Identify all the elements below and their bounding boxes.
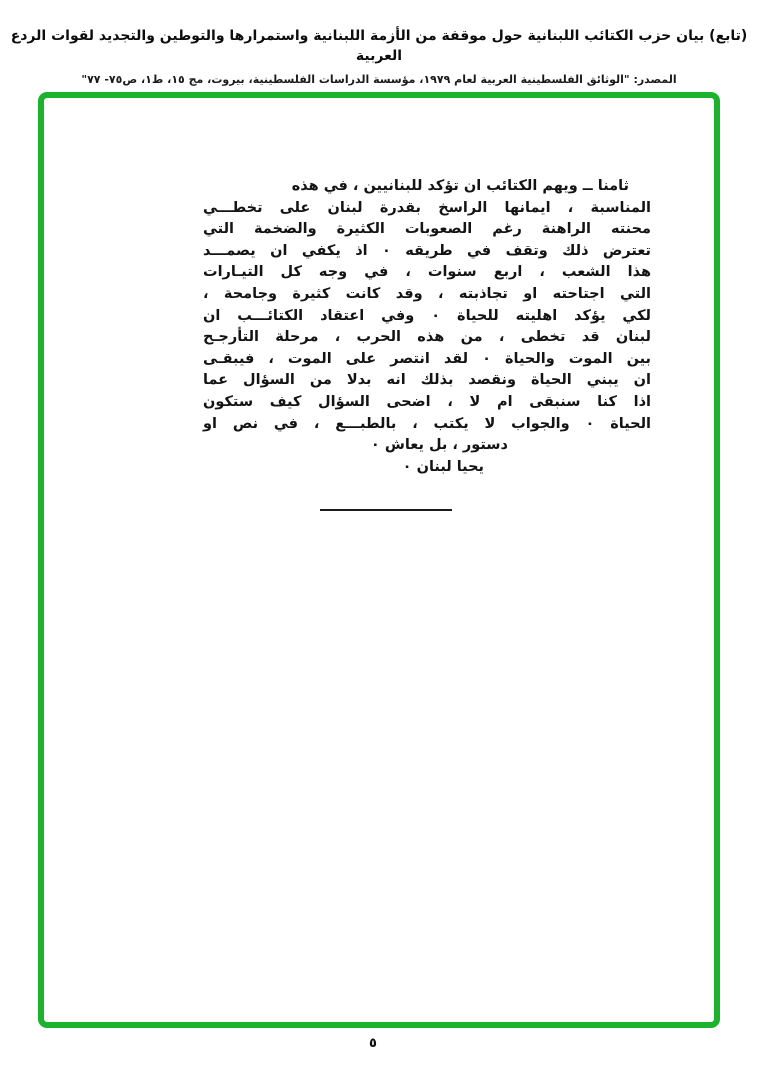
- body-line: التي اجتاحته او تجاذبته ، وقد كانت كثيرة وجامحة ،: [203, 285, 651, 302]
- body-line: بين الموت والحياة ٠ لقد انتصر على الموت ، فيبقـى: [203, 350, 651, 367]
- body-line: لبنان قد تخطى ، من هذه الحرب ، مرحلة التأرجـح: [203, 329, 651, 346]
- body-line: المناسبة ، ايمانها الراسخ بقدرة لبنان على تخطـــي: [203, 199, 651, 216]
- body-line: لكي يؤكد اهليته للحياة ٠ وفي اعتقاد الكتائـــب ان: [203, 307, 651, 324]
- header-source: المصدر: "الوثائق الفلسطينية العربية لعام ١٩٧٩، مؤسسة الدراسات الفلسطينية، بيروت، مج ١٥، ط١، ص٧٥- ٧٧": [81, 73, 677, 86]
- body-line: تعترض ذلك وتقف في طريقه ٠ اذ يكفي ان يصمـــد: [203, 242, 651, 259]
- section-divider-line: [320, 509, 452, 511]
- body-line: اذا كنا سنبقى ام لا ، اضحى السؤال كيف ستكون: [203, 393, 651, 410]
- body-text-block: [203, 176, 651, 478]
- body-line: ان يبني الحياة ونقصد بذلك انه بدلا من السؤال عما: [203, 372, 651, 389]
- page-number: ٥: [369, 1036, 377, 1051]
- body-line: دستور ، بل يعاش ٠: [370, 437, 508, 454]
- body-line: يحيا لبنان ٠: [402, 458, 484, 475]
- body-line: ثامنا ــ ويهم الكتائب ان تؤكد للبنانيين ، في هذه: [291, 178, 629, 194]
- body-line: هذا الشعب ، اربع سنوات ، في وجه كل التيـارات: [203, 264, 651, 281]
- document-header: [0, 26, 758, 87]
- body-line: محنته الراهنة رغم الصعوبات الكثيرة والضخمة التي: [203, 221, 651, 238]
- body-line: الحياة ٠ والجواب لا يكتب ، بالطبـــع ، في نص او: [203, 415, 651, 432]
- header-title: (تابع) بيان حزب الكتائب اللبنانية حول موقفة من الأزمة اللبنانية واستمرارها والتوطين والتجديد لقوات الردع العربية: [10, 28, 748, 64]
